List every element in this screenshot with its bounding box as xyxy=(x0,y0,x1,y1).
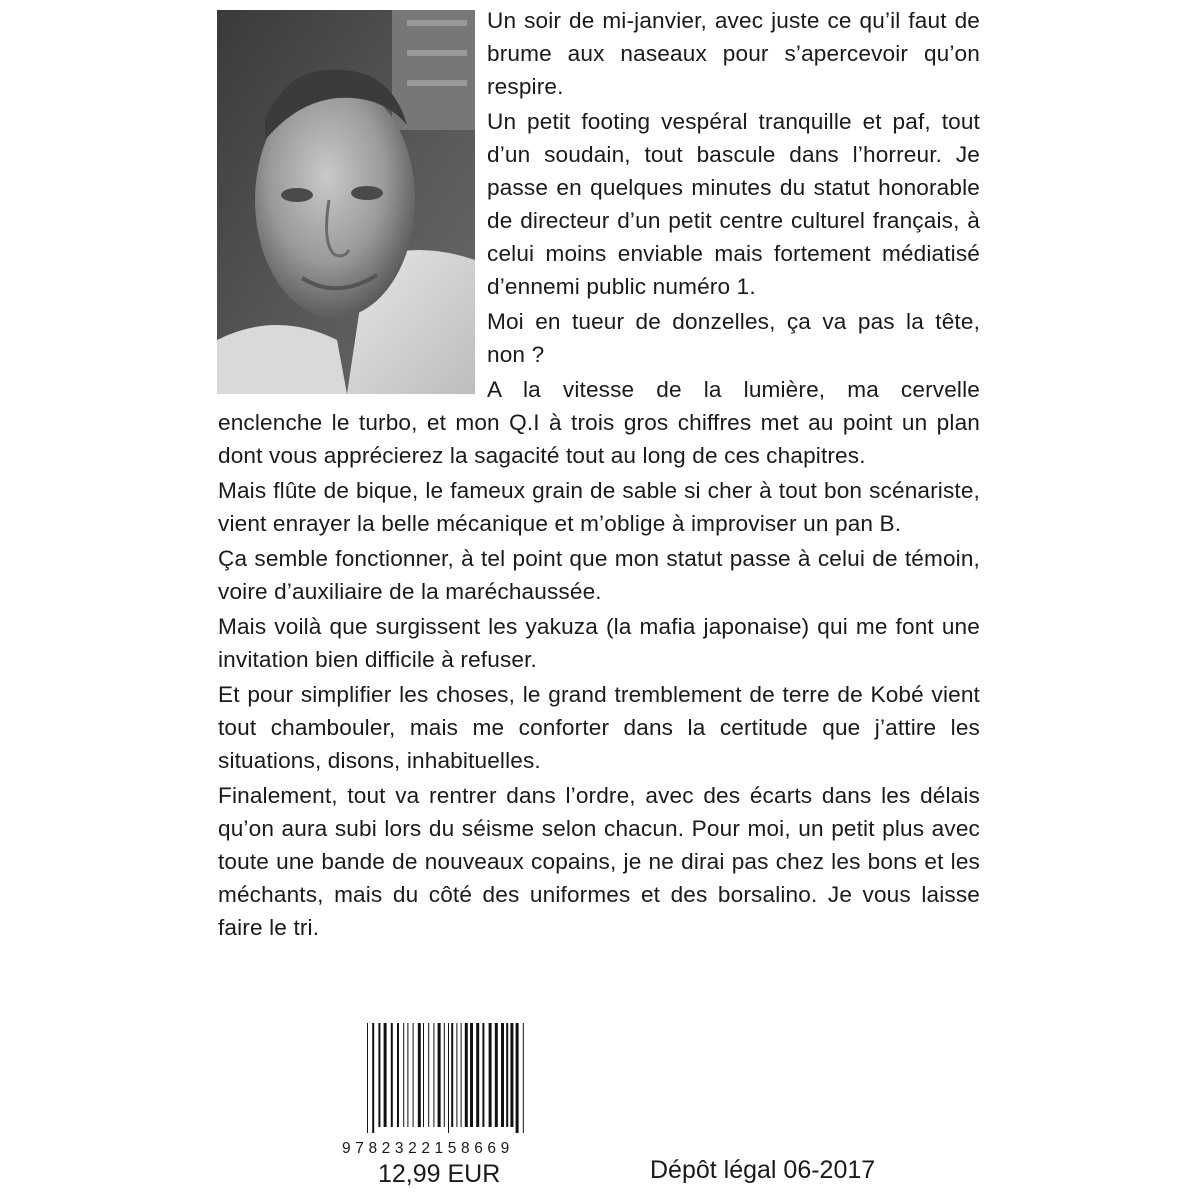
barcode-bar xyxy=(506,1023,508,1127)
barcode-bar xyxy=(378,1023,380,1127)
barcode-bar xyxy=(413,1023,414,1127)
barcode-bar xyxy=(372,1023,374,1133)
barcode-bar xyxy=(456,1023,457,1127)
barcode-bar xyxy=(516,1023,519,1133)
barcode-bar xyxy=(489,1023,492,1127)
barcode-bar xyxy=(461,1023,462,1127)
isbn-number: 9782322158669 xyxy=(342,1140,514,1157)
barcode-bar xyxy=(523,1023,524,1133)
barcode-bar xyxy=(510,1023,513,1127)
barcode-bar xyxy=(397,1023,399,1127)
barcode-bar xyxy=(444,1023,445,1127)
barcode-bar xyxy=(470,1023,473,1127)
barcode-bar xyxy=(465,1023,468,1127)
barcode-bar xyxy=(501,1023,504,1127)
barcode-bar xyxy=(495,1023,498,1127)
barcode-bar xyxy=(428,1023,429,1127)
barcode-bar xyxy=(391,1023,393,1127)
barcode-bar xyxy=(418,1023,421,1127)
summary-paragraph: Ça semble fonctionner, à tel point que mon statut passe à celui de témoin, voire d’auxiliaire de la maréchaussée. xyxy=(218,546,980,604)
summary-paragraph: A la vitesse de la lumière, ma cervelle enclenche le turbo, et mon Q.I à trois gros chiffres met au point un plan dont vous apprécierez la sagacité tout au long de ces chapitres. xyxy=(218,377,980,468)
summary-paragraph: Mais flûte de bique, le fameux grain de sable si cher à tout bon scénariste, vient enrayer la belle mécanique et m’oblige à improviser un pan B. xyxy=(218,478,980,536)
barcode-bar xyxy=(403,1023,404,1127)
barcode xyxy=(365,1023,530,1133)
barcode-bar xyxy=(451,1023,453,1127)
price-label: 12,99 EUR xyxy=(378,1160,501,1188)
barcode-bar xyxy=(407,1023,408,1127)
summary-paragraph: Moi en tueur de donzelles, ça va pas la tête, non ? xyxy=(487,309,980,367)
legal-deposit: Dépôt légal 06-2017 xyxy=(650,1156,876,1184)
barcode-bar xyxy=(433,1023,434,1127)
barcode-bar xyxy=(423,1023,424,1127)
barcode-bar xyxy=(438,1023,441,1127)
barcode-bar xyxy=(384,1023,387,1127)
barcode-bar xyxy=(476,1023,479,1127)
photo-spacer xyxy=(218,4,487,401)
barcode-bar xyxy=(448,1023,449,1133)
summary-paragraph: Mais voilà que surgissent les yakuza (la mafia japonaise) qui me font une invitation bien difficile à refuser. xyxy=(218,614,980,672)
summary-paragraph: Finalement, tout va rentrer dans l’ordre, avec des écarts dans les délais qu’on aura subi lors du séisme selon chacun. Pour moi, un petit plus avec toute une bande de nouveaux copains, je ne dirai pas chez les bons et les méchants, mais du côté des uniformes et des borsalino. Je vous laisse faire le tri. xyxy=(218,783,980,940)
barcode-bar xyxy=(367,1023,368,1133)
summary-paragraph: Un petit footing vespéral tranquille et paf, tout d’un soudain, tout bascule dans l’horreur. Je passe en quelques minutes du statut honorable de directeur d’un petit centre culturel français, à celui moins enviable mais fortement médiatisé d’ennemi public numéro 1. xyxy=(487,109,980,299)
summary-paragraph: Un soir de mi-janvier, avec juste ce qu’il faut de brume aux naseaux pour s’apercevoir qu’on respire. xyxy=(487,8,980,99)
barcode-bar xyxy=(482,1023,484,1127)
summary-paragraph: Et pour simplifier les choses, le grand tremblement de terre de Kobé vient tout chambouler, mais me conforter dans la certitude que j’attire les situations, disons, inhabituelles. xyxy=(218,682,980,773)
back-cover-summary xyxy=(218,4,980,946)
barcode-bars xyxy=(365,1023,530,1133)
